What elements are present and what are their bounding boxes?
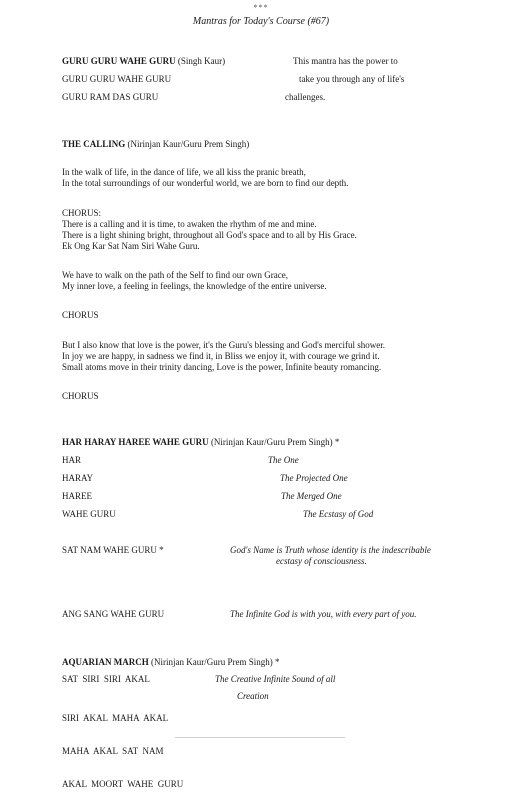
verse-line: We have to walk on the path of the Self to find our own Grace,	[62, 270, 288, 280]
top-ornament: ***	[253, 3, 269, 12]
guru-note-1: This mantra has the power to	[293, 56, 398, 66]
page-title: Mantras for Today's Course (#67)	[192, 16, 330, 27]
aquarian-line: AKAL MOORT WAHE GURU	[62, 779, 184, 789]
aquarian-heading	[62, 657, 279, 668]
verse-line: In joy we are happy, in sadness we find it, in Bliss we enjoy it, with courage we grind it.	[62, 351, 380, 361]
verse-line: My inner love, a feeling in feelings, the knowledge of the entire universe.	[62, 281, 327, 291]
har-author: (Nirinjan Kaur/Guru Prem Singh) *	[210, 437, 340, 447]
chorus-line: There is a calling and it is time, to awaken the rhythm of me and mine.	[62, 219, 317, 229]
aquarian-title: AQUARIAN MARCH	[62, 657, 149, 667]
guru-line-1: GURU GURU WAHE GURU	[62, 74, 172, 84]
har-meaning: The Merged One	[281, 491, 342, 501]
calling-heading	[62, 139, 249, 150]
chorus-line: There is a light shining bright, throughout all God's space and to all by His Grace.	[62, 230, 357, 240]
aquarian-line: MAHA AKAL SAT NAM	[62, 746, 164, 756]
chorus-label: CHORUS:	[62, 208, 102, 218]
chorus-label: CHORUS	[62, 391, 99, 401]
har-term: HAR	[62, 455, 82, 465]
calling-author: (Nirinjan Kaur/Guru Prem Singh)	[127, 139, 250, 149]
har-title: HAR HARAY HAREE WAHE GURU	[62, 437, 209, 447]
satnam-meaning-2: ecstasy of consciousness.	[276, 556, 367, 566]
calling-verse-2	[62, 270, 327, 292]
har-term: HAREE	[62, 491, 92, 501]
verse-line: Small atoms move in their trinity dancing, Love is the power, Infinite beauty romancing.	[62, 362, 382, 372]
aquarian-line: SIRI AKAL MAHA AKAL	[62, 713, 169, 723]
satnam-term: SAT NAM WAHE GURU *	[62, 545, 164, 555]
aquarian-author: (Nirinjan Kaur/Guru Prem Singh) *	[151, 657, 280, 667]
calling-verse-1	[62, 167, 348, 189]
aquarian-meaning-1: The Creative Infinite Sound of all	[215, 674, 336, 684]
har-term: HARAY	[62, 473, 94, 483]
har-meaning: The One	[268, 455, 299, 465]
aquarian-line: SAT SIRI SIRI AKAL	[62, 674, 150, 684]
chorus-label: CHORUS	[62, 310, 99, 320]
chorus-line: Ek Ong Kar Sat Nam Siri Wahe Guru.	[62, 241, 200, 251]
guru-line-2: GURU RAM DAS GURU	[62, 92, 159, 102]
calling-verse-3	[62, 340, 385, 373]
har-meaning: The Projected One	[280, 473, 348, 483]
angsang-term: ANG SANG WAHE GURU	[62, 609, 165, 619]
calling-chorus	[62, 208, 357, 252]
har-heading	[62, 437, 339, 448]
verse-line: But I also know that love is the power, it's the Guru's blessing and God's merciful shower.	[62, 340, 385, 350]
aquarian-meaning-2: Creation	[237, 691, 269, 701]
har-meaning: The Ecstasy of God	[303, 509, 374, 519]
verse-line: In the walk of life, in the dance of life, we all kiss the pranic breath,	[62, 167, 306, 177]
aquarian-lines	[62, 691, 183, 801]
har-term: WAHE GURU	[62, 509, 116, 519]
satnam-meaning-1: God's Name is Truth whose identity is the indescribable	[230, 545, 431, 555]
guru-note-3: challenges.	[285, 92, 326, 102]
guru-author: (Singh Kaur)	[177, 56, 226, 66]
angsang-meaning: The Infinite God is with you, with every part of you.	[230, 609, 417, 619]
guru-title: GURU GURU WAHE GURU	[62, 56, 176, 66]
calling-title: THE CALLING	[62, 139, 126, 149]
verse-line: In the total surroundings of our wonderful world, we are born to find our depth.	[62, 178, 349, 188]
guru-heading	[62, 56, 225, 67]
guru-note-2: take you through any of life's	[299, 74, 405, 84]
page-divider	[175, 737, 345, 738]
